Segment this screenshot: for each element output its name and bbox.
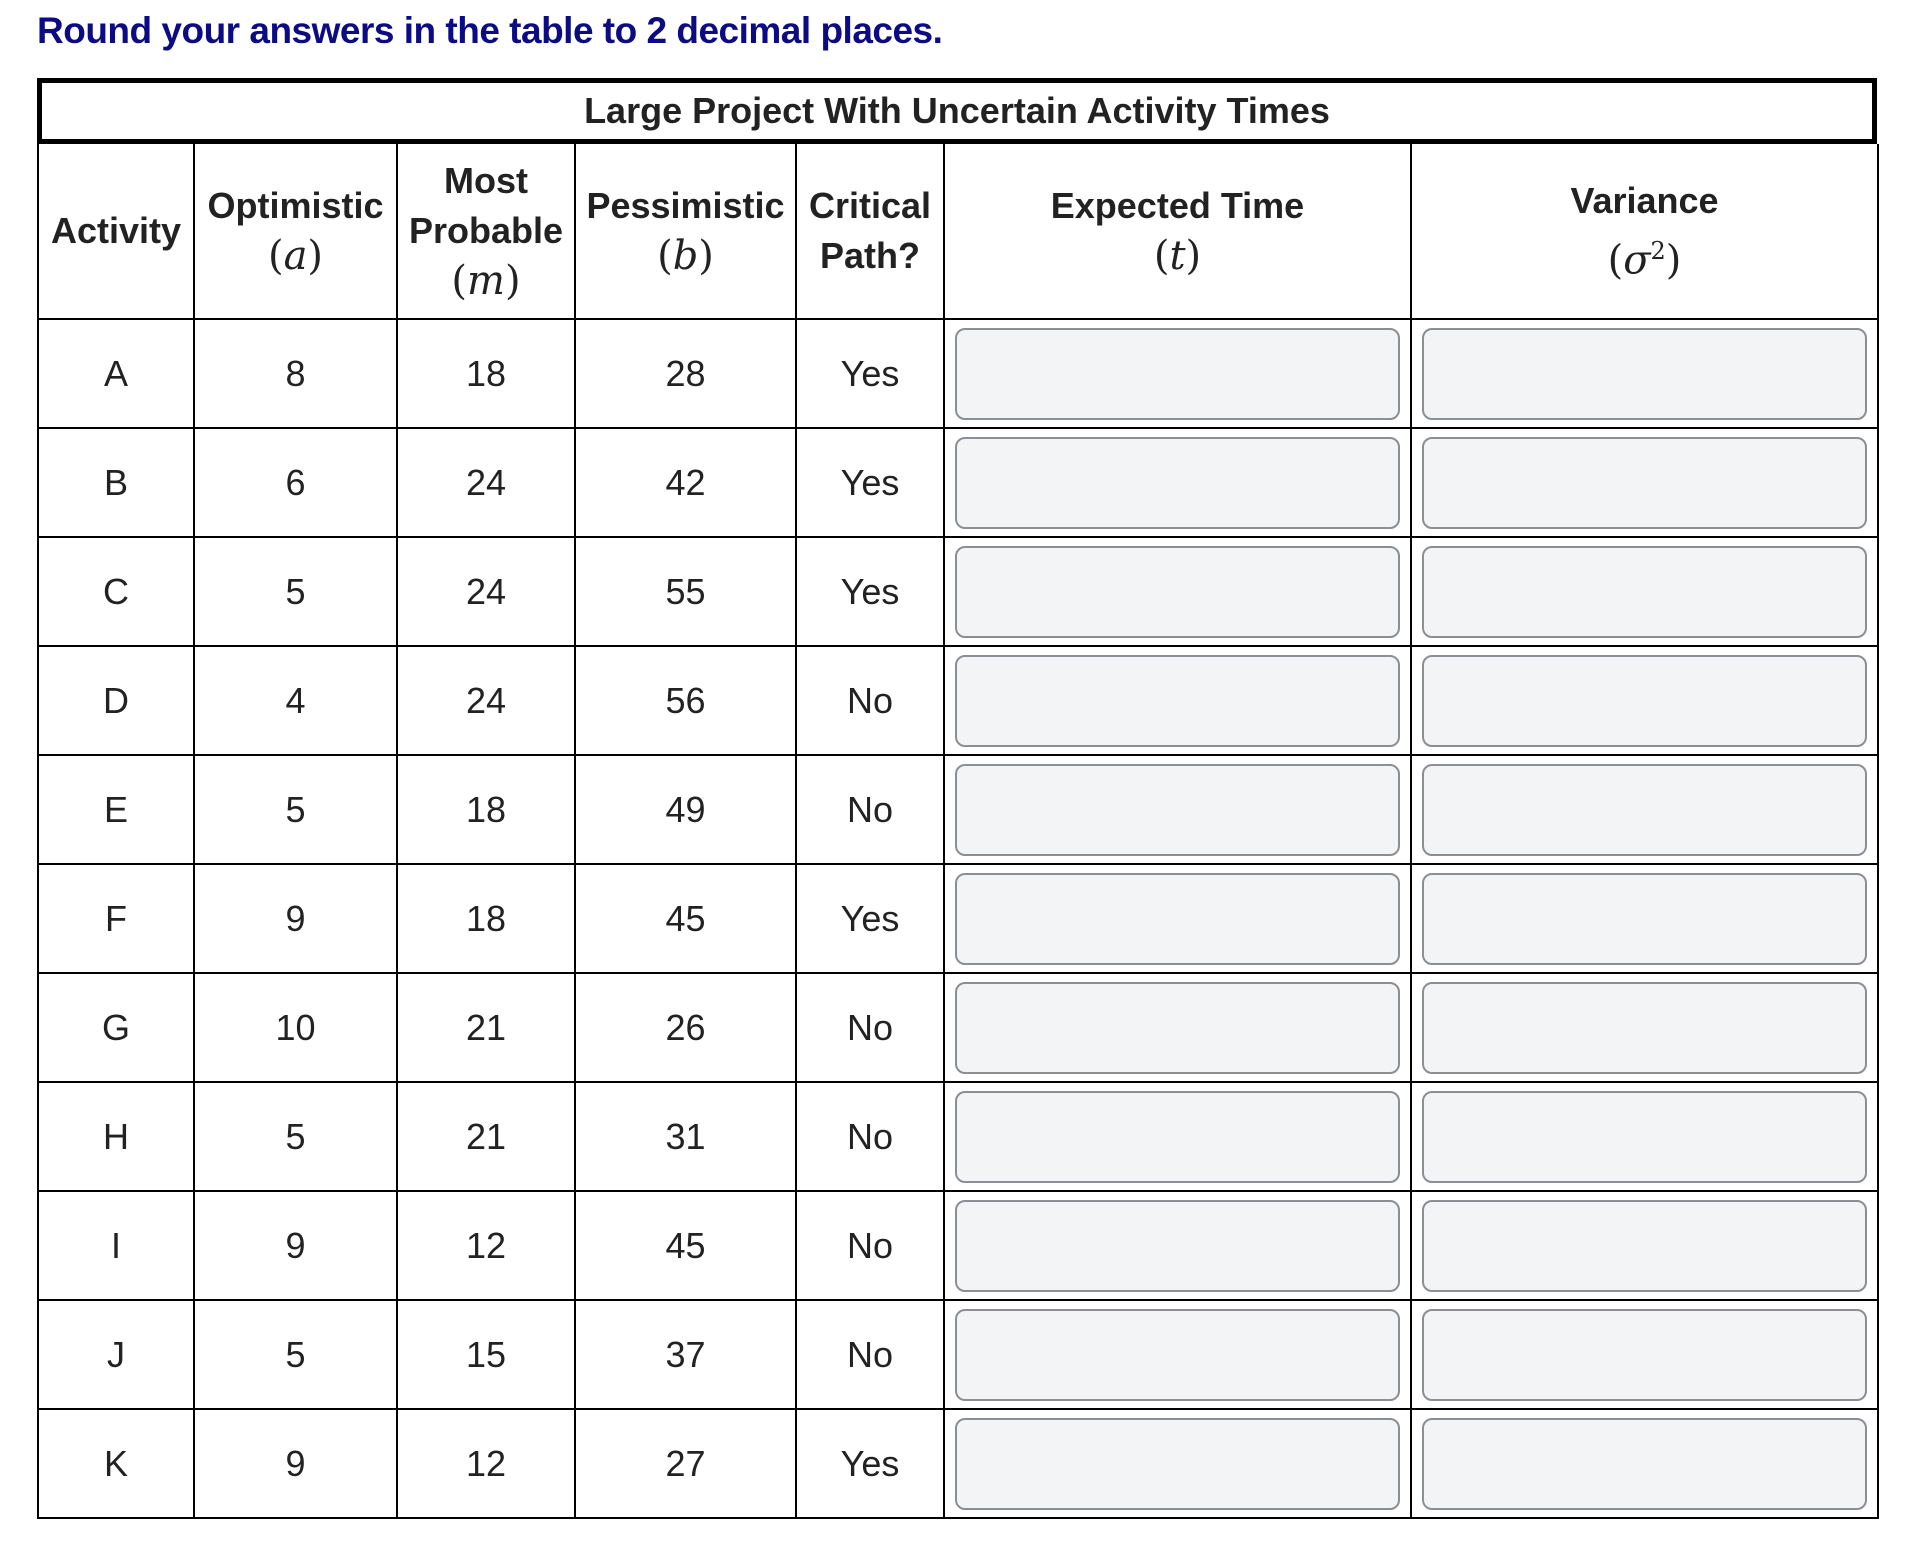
expected-time-input[interactable] <box>955 764 1400 856</box>
table-row <box>38 646 1878 755</box>
activity-cell: K <box>38 1409 194 1518</box>
header-most-probable-symbol: (m) <box>451 258 521 304</box>
variance-input[interactable] <box>1422 1200 1867 1292</box>
table-body <box>38 319 1878 1518</box>
most-probable-cell: 18 <box>397 864 575 973</box>
header-pessimistic-label: Pessimistic <box>586 185 785 226</box>
variance-cell <box>1411 428 1878 537</box>
critical-path-cell: No <box>796 755 944 864</box>
header-expected-time <box>944 144 1411 319</box>
expected-time-cell <box>944 646 1411 755</box>
header-most-probable <box>397 144 575 319</box>
pessimistic-cell: 42 <box>575 428 796 537</box>
table-row <box>38 319 1878 428</box>
pessimistic-cell: 56 <box>575 646 796 755</box>
pessimistic-cell: 28 <box>575 319 796 428</box>
activity-cell: F <box>38 864 194 973</box>
table-row <box>38 537 1878 646</box>
critical-path-cell: No <box>796 1082 944 1191</box>
table-row <box>38 1409 1878 1518</box>
expected-time-input[interactable] <box>955 1309 1400 1401</box>
header-row <box>38 144 1878 319</box>
variance-input[interactable] <box>1422 328 1867 420</box>
critical-path-cell: No <box>796 973 944 1082</box>
expected-time-input[interactable] <box>955 1418 1400 1510</box>
activity-times-table <box>37 78 1877 1519</box>
header-critical-label-2: Path? <box>819 235 920 276</box>
header-critical-path <box>796 144 944 319</box>
most-probable-cell: 21 <box>397 1082 575 1191</box>
variance-cell <box>1411 1082 1878 1191</box>
pessimistic-cell: 49 <box>575 755 796 864</box>
header-variance <box>1411 144 1878 319</box>
most-probable-cell: 24 <box>397 646 575 755</box>
expected-time-cell <box>944 319 1411 428</box>
expected-time-input[interactable] <box>955 437 1400 529</box>
critical-path-cell: No <box>796 1300 944 1409</box>
header-optimistic <box>194 144 397 319</box>
optimistic-cell: 9 <box>194 1191 397 1300</box>
optimistic-cell: 9 <box>194 864 397 973</box>
header-expected-symbol: (t) <box>1153 233 1202 279</box>
activity-cell: I <box>38 1191 194 1300</box>
variance-input[interactable] <box>1422 437 1867 529</box>
variance-input[interactable] <box>1422 655 1867 747</box>
pessimistic-cell: 26 <box>575 973 796 1082</box>
most-probable-cell: 12 <box>397 1191 575 1300</box>
expected-time-cell <box>944 1191 1411 1300</box>
header-pessimistic <box>575 144 796 319</box>
most-probable-cell: 18 <box>397 755 575 864</box>
variance-cell <box>1411 1191 1878 1300</box>
table-caption: Large Project With Uncertain Activity Times <box>37 78 1877 144</box>
expected-time-input[interactable] <box>955 655 1400 747</box>
variance-input[interactable] <box>1422 1091 1867 1183</box>
activity-table <box>37 144 1879 1519</box>
expected-time-cell <box>944 428 1411 537</box>
table-row <box>38 428 1878 537</box>
optimistic-cell: 6 <box>194 428 397 537</box>
table-row <box>38 1300 1878 1409</box>
expected-time-cell <box>944 1409 1411 1518</box>
header-optimistic-symbol: (a) <box>267 233 324 279</box>
expected-time-cell <box>944 864 1411 973</box>
critical-path-cell: Yes <box>796 319 944 428</box>
critical-path-cell: No <box>796 1191 944 1300</box>
most-probable-cell: 21 <box>397 973 575 1082</box>
expected-time-cell <box>944 755 1411 864</box>
critical-path-cell: Yes <box>796 1409 944 1518</box>
optimistic-cell: 8 <box>194 319 397 428</box>
expected-time-cell <box>944 537 1411 646</box>
activity-cell: D <box>38 646 194 755</box>
variance-input[interactable] <box>1422 1418 1867 1510</box>
critical-path-cell: Yes <box>796 864 944 973</box>
optimistic-cell: 4 <box>194 646 397 755</box>
activity-cell: C <box>38 537 194 646</box>
variance-input[interactable] <box>1422 764 1867 856</box>
pessimistic-cell: 45 <box>575 1191 796 1300</box>
most-probable-cell: 12 <box>397 1409 575 1518</box>
expected-time-cell <box>944 973 1411 1082</box>
variance-input[interactable] <box>1422 982 1867 1074</box>
header-optimistic-label: Optimistic <box>207 185 384 226</box>
optimistic-cell: 5 <box>194 537 397 646</box>
variance-cell <box>1411 1409 1878 1518</box>
header-pessimistic-symbol: (b) <box>657 233 714 279</box>
expected-time-input[interactable] <box>955 546 1400 638</box>
header-most-probable-label-1: Most <box>444 160 528 201</box>
table-row <box>38 1191 1878 1300</box>
header-activity-label: Activity <box>50 210 182 251</box>
critical-path-cell: Yes <box>796 428 944 537</box>
activity-cell: A <box>38 319 194 428</box>
optimistic-cell: 9 <box>194 1409 397 1518</box>
most-probable-cell: 24 <box>397 537 575 646</box>
variance-cell <box>1411 864 1878 973</box>
header-activity <box>38 144 194 319</box>
expected-time-input[interactable] <box>955 873 1400 965</box>
expected-time-input[interactable] <box>955 328 1400 420</box>
activity-cell: H <box>38 1082 194 1191</box>
pessimistic-cell: 31 <box>575 1082 796 1191</box>
activity-cell: B <box>38 428 194 537</box>
table-row <box>38 1082 1878 1191</box>
most-probable-cell: 15 <box>397 1300 575 1409</box>
expected-time-cell <box>944 1082 1411 1191</box>
table-row <box>38 864 1878 973</box>
variance-cell <box>1411 319 1878 428</box>
table-row <box>38 973 1878 1082</box>
expected-time-input[interactable] <box>955 982 1400 1074</box>
activity-cell: E <box>38 755 194 864</box>
optimistic-cell: 5 <box>194 755 397 864</box>
header-variance-symbol: $(\sigma^2)$ <box>1607 237 1682 284</box>
header-most-probable-label-2: Probable <box>408 210 564 251</box>
most-probable-cell: 18 <box>397 319 575 428</box>
variance-cell <box>1411 755 1878 864</box>
expected-time-input[interactable] <box>955 1091 1400 1183</box>
variance-cell <box>1411 1300 1878 1409</box>
optimistic-cell: 5 <box>194 1082 397 1191</box>
pessimistic-cell: 45 <box>575 864 796 973</box>
table-row <box>38 755 1878 864</box>
header-variance-label: Variance <box>1570 180 1719 222</box>
header-critical-label-1: Critical <box>808 185 932 226</box>
expected-time-cell <box>944 1300 1411 1409</box>
variance-input[interactable] <box>1422 546 1867 638</box>
variance-cell <box>1411 537 1878 646</box>
instruction-text: Round your answers in the table to 2 decimal places. <box>37 10 943 51</box>
header-expected-label: Expected Time <box>1050 185 1305 226</box>
pessimistic-cell: 37 <box>575 1300 796 1409</box>
activity-cell: J <box>38 1300 194 1409</box>
variance-cell <box>1411 973 1878 1082</box>
optimistic-cell: 5 <box>194 1300 397 1409</box>
critical-path-cell: Yes <box>796 537 944 646</box>
critical-path-cell: No <box>796 646 944 755</box>
pessimistic-cell: 27 <box>575 1409 796 1518</box>
most-probable-cell: 24 <box>397 428 575 537</box>
pessimistic-cell: 55 <box>575 537 796 646</box>
activity-cell: G <box>38 973 194 1082</box>
optimistic-cell: 10 <box>194 973 397 1082</box>
variance-cell <box>1411 646 1878 755</box>
expected-time-input[interactable] <box>955 1200 1400 1292</box>
variance-input[interactable] <box>1422 873 1867 965</box>
variance-input[interactable] <box>1422 1309 1867 1401</box>
